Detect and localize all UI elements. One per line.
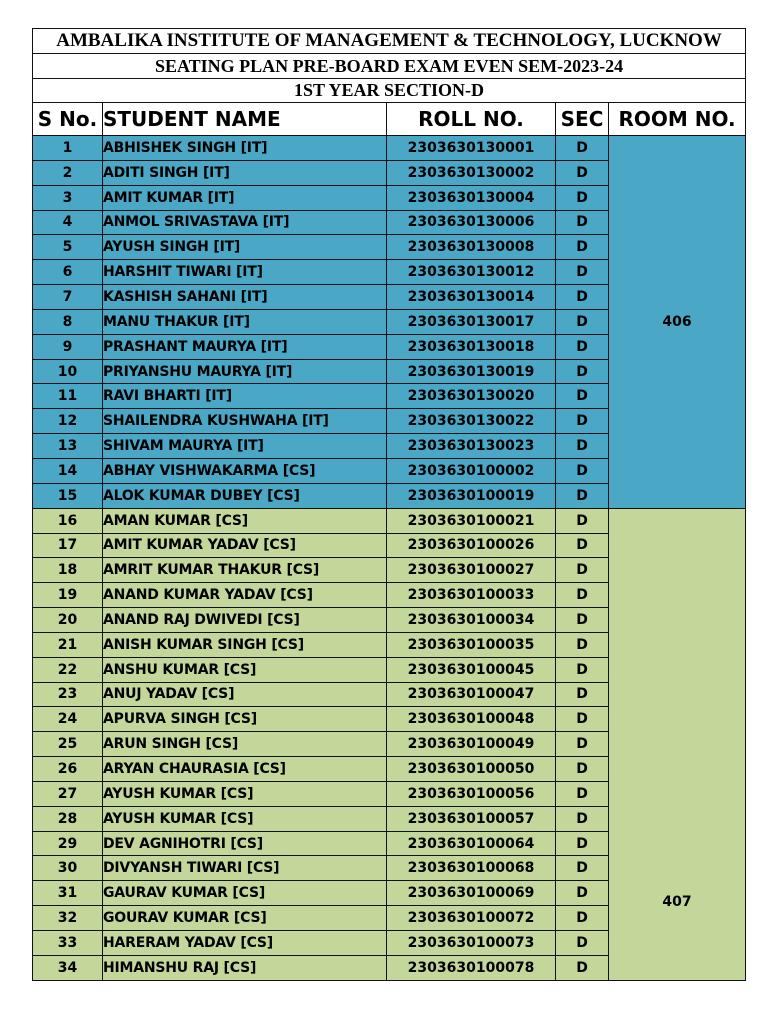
roll-number-cell: 2303630130019	[387, 359, 556, 384]
section-cell: D	[556, 906, 609, 931]
serial-number-cell: 2	[33, 160, 103, 185]
serial-number-cell: 31	[33, 881, 103, 906]
serial-number-cell: 9	[33, 334, 103, 359]
serial-number-cell: 34	[33, 955, 103, 980]
student-name-header: STUDENT NAME	[103, 103, 387, 136]
roll-number-cell: 2303630100056	[387, 781, 556, 806]
serial-number-cell: 18	[33, 558, 103, 583]
student-name-cell: ARUN SINGH [CS]	[103, 732, 387, 757]
plan-title: SEATING PLAN PRE-BOARD EXAM EVEN SEM-2023-24	[33, 54, 746, 79]
section-cell: D	[556, 185, 609, 210]
section-cell: D	[556, 608, 609, 633]
section-cell: D	[556, 831, 609, 856]
roll-number-cell: 2303630130022	[387, 409, 556, 434]
student-name-cell: HARERAM YADAV [CS]	[103, 931, 387, 956]
institute-title: AMBALIKA INSTITUTE OF MANAGEMENT & TECHNOLOGY, LUCKNOW	[33, 29, 746, 54]
student-name-cell: ANISH KUMAR SINGH [CS]	[103, 632, 387, 657]
section-cell: D	[556, 732, 609, 757]
roll-number-cell: 2303630130001	[387, 136, 556, 161]
serial-number-cell: 32	[33, 906, 103, 931]
roll-no-header: ROLL NO.	[387, 103, 556, 136]
section-cell: D	[556, 409, 609, 434]
serial-number-cell: 24	[33, 707, 103, 732]
serial-number-cell: 7	[33, 285, 103, 310]
serial-number-cell: 5	[33, 235, 103, 260]
roll-number-cell: 2303630130006	[387, 210, 556, 235]
section-cell: D	[556, 632, 609, 657]
roll-number-cell: 2303630100048	[387, 707, 556, 732]
roll-number-cell: 2303630130008	[387, 235, 556, 260]
student-name-cell: ANAND RAJ DWIVEDI [CS]	[103, 608, 387, 633]
roll-number-cell: 2303630100057	[387, 806, 556, 831]
roll-number-cell: 2303630100069	[387, 881, 556, 906]
sec-header: SEC	[556, 103, 609, 136]
section-cell: D	[556, 558, 609, 583]
section-cell: D	[556, 931, 609, 956]
section-cell: D	[556, 955, 609, 980]
sno-header: S No.	[33, 103, 103, 136]
serial-number-cell: 17	[33, 533, 103, 558]
student-name-cell: SHIVAM MAURYA [IT]	[103, 434, 387, 459]
section-title: 1ST YEAR SECTION-D	[33, 79, 746, 103]
section-cell: D	[556, 285, 609, 310]
serial-number-cell: 1	[33, 136, 103, 161]
roll-number-cell: 2303630100026	[387, 533, 556, 558]
section-cell: D	[556, 136, 609, 161]
student-name-cell: AYUSH KUMAR [CS]	[103, 806, 387, 831]
section-cell: D	[556, 309, 609, 334]
roll-number-cell: 2303630100068	[387, 856, 556, 881]
serial-number-cell: 12	[33, 409, 103, 434]
roll-number-cell: 2303630100064	[387, 831, 556, 856]
roll-number-cell: 2303630100078	[387, 955, 556, 980]
student-name-cell: AMIT KUMAR YADAV [CS]	[103, 533, 387, 558]
roll-number-cell: 2303630100021	[387, 508, 556, 533]
student-name-cell: ABHAY VISHWAKARMA [CS]	[103, 458, 387, 483]
room-no-header: ROOM NO.	[609, 103, 746, 136]
student-name-cell: PRASHANT MAURYA [IT]	[103, 334, 387, 359]
serial-number-cell: 20	[33, 608, 103, 633]
student-name-cell: DEV AGNIHOTRI [CS]	[103, 831, 387, 856]
roll-number-cell: 2303630130023	[387, 434, 556, 459]
table-row	[33, 136, 746, 161]
roll-number-cell: 2303630100050	[387, 757, 556, 782]
table-row	[33, 508, 746, 533]
student-name-cell: DIVYANSH TIWARI [CS]	[103, 856, 387, 881]
section-cell: D	[556, 781, 609, 806]
serial-number-cell: 8	[33, 309, 103, 334]
serial-number-cell: 15	[33, 483, 103, 508]
serial-number-cell: 25	[33, 732, 103, 757]
roll-number-cell: 2303630100045	[387, 657, 556, 682]
student-name-cell: ANSHU KUMAR [CS]	[103, 657, 387, 682]
student-name-cell: ALOK KUMAR DUBEY [CS]	[103, 483, 387, 508]
student-name-cell: MANU THAKUR [IT]	[103, 309, 387, 334]
student-name-cell: ADITI SINGH [IT]	[103, 160, 387, 185]
section-cell: D	[556, 881, 609, 906]
roll-number-cell: 2303630130017	[387, 309, 556, 334]
serial-number-cell: 13	[33, 434, 103, 459]
section-cell: D	[556, 856, 609, 881]
section-cell: D	[556, 806, 609, 831]
roll-number-cell: 2303630100073	[387, 931, 556, 956]
roll-number-cell: 2303630130002	[387, 160, 556, 185]
roll-number-cell: 2303630100072	[387, 906, 556, 931]
section-cell: D	[556, 235, 609, 260]
section-cell: D	[556, 583, 609, 608]
student-name-cell: ABHISHEK SINGH [IT]	[103, 136, 387, 161]
section-cell: D	[556, 359, 609, 384]
student-name-cell: APURVA SINGH [CS]	[103, 707, 387, 732]
section-cell: D	[556, 384, 609, 409]
student-name-cell: ANMOL SRIVASTAVA [IT]	[103, 210, 387, 235]
serial-number-cell: 22	[33, 657, 103, 682]
roll-number-cell: 2303630100049	[387, 732, 556, 757]
student-name-cell: PRIYANSHU MAURYA [IT]	[103, 359, 387, 384]
roll-number-cell: 2303630100019	[387, 483, 556, 508]
student-name-cell: KASHISH SAHANI [IT]	[103, 285, 387, 310]
serial-number-cell: 3	[33, 185, 103, 210]
student-name-cell: AMRIT KUMAR THAKUR [CS]	[103, 558, 387, 583]
serial-number-cell: 27	[33, 781, 103, 806]
roll-number-cell: 2303630100035	[387, 632, 556, 657]
section-cell: D	[556, 483, 609, 508]
roll-number-cell: 2303630130012	[387, 260, 556, 285]
section-cell: D	[556, 682, 609, 707]
section-cell: D	[556, 508, 609, 533]
section-cell: D	[556, 458, 609, 483]
roll-number-cell: 2303630100047	[387, 682, 556, 707]
student-name-cell: AYUSH KUMAR [CS]	[103, 781, 387, 806]
student-name-cell: SHAILENDRA KUSHWAHA [IT]	[103, 409, 387, 434]
roll-number-cell: 2303630130020	[387, 384, 556, 409]
student-name-cell: AYUSH SINGH [IT]	[103, 235, 387, 260]
section-cell: D	[556, 707, 609, 732]
seating-plan-table	[32, 28, 746, 981]
serial-number-cell: 16	[33, 508, 103, 533]
section-cell: D	[556, 757, 609, 782]
section-cell: D	[556, 210, 609, 235]
room-number-cell: 406	[609, 136, 746, 509]
roll-number-cell: 2303630100034	[387, 608, 556, 633]
student-name-cell: AMIT KUMAR [IT]	[103, 185, 387, 210]
serial-number-cell: 4	[33, 210, 103, 235]
student-name-cell: ARYAN CHAURASIA [CS]	[103, 757, 387, 782]
serial-number-cell: 30	[33, 856, 103, 881]
student-name-cell: GOURAV KUMAR [CS]	[103, 906, 387, 931]
section-cell: D	[556, 657, 609, 682]
serial-number-cell: 21	[33, 632, 103, 657]
student-name-cell: RAVI BHARTI [IT]	[103, 384, 387, 409]
roll-number-cell: 2303630100002	[387, 458, 556, 483]
serial-number-cell: 28	[33, 806, 103, 831]
serial-number-cell: 14	[33, 458, 103, 483]
roll-number-cell: 2303630130018	[387, 334, 556, 359]
serial-number-cell: 19	[33, 583, 103, 608]
student-name-cell: ANUJ YADAV [CS]	[103, 682, 387, 707]
serial-number-cell: 11	[33, 384, 103, 409]
student-name-cell: GAURAV KUMAR [CS]	[103, 881, 387, 906]
serial-number-cell: 6	[33, 260, 103, 285]
room-number-cell: 407	[609, 508, 746, 980]
roll-number-cell: 2303630100027	[387, 558, 556, 583]
student-name-cell: HIMANSHU RAJ [CS]	[103, 955, 387, 980]
student-name-cell: AMAN KUMAR [CS]	[103, 508, 387, 533]
serial-number-cell: 29	[33, 831, 103, 856]
section-cell: D	[556, 533, 609, 558]
section-cell: D	[556, 334, 609, 359]
serial-number-cell: 26	[33, 757, 103, 782]
section-cell: D	[556, 260, 609, 285]
roll-number-cell: 2303630130004	[387, 185, 556, 210]
roll-number-cell: 2303630130014	[387, 285, 556, 310]
section-cell: D	[556, 434, 609, 459]
serial-number-cell: 23	[33, 682, 103, 707]
roll-number-cell: 2303630100033	[387, 583, 556, 608]
section-cell: D	[556, 160, 609, 185]
serial-number-cell: 10	[33, 359, 103, 384]
student-name-cell: HARSHIT TIWARI [IT]	[103, 260, 387, 285]
serial-number-cell: 33	[33, 931, 103, 956]
student-name-cell: ANAND KUMAR YADAV [CS]	[103, 583, 387, 608]
